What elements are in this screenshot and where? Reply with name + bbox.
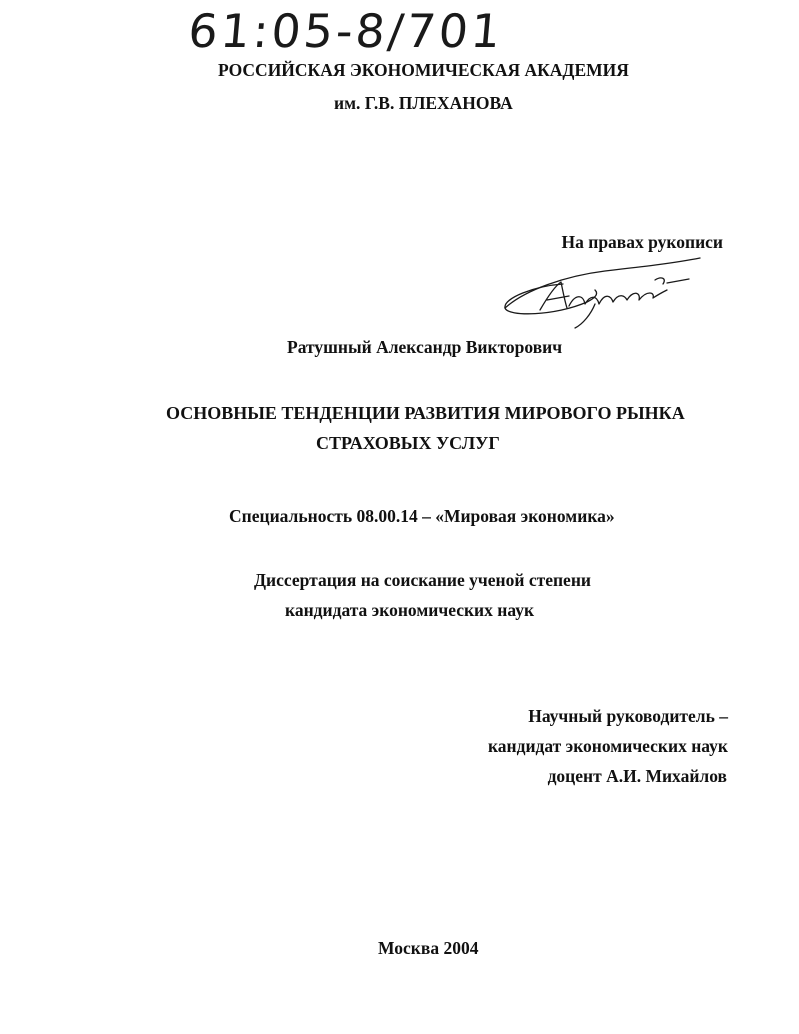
supervisor-line-3: доцент А.И. Михайлов xyxy=(547,766,727,786)
title-line-1: ОСНОВНЫЕ ТЕНДЕНЦИИ РАЗВИТИЯ МИРОВОГО РЫНКА xyxy=(166,403,685,423)
supervisor-line-2: кандидат экономических наук xyxy=(487,736,728,756)
institution-name: РОССИЙСКАЯ ЭКОНОМИЧЕСКАЯ АКАДЕМИЯ xyxy=(218,60,629,80)
manuscript-rights-note: На правах рукописи xyxy=(561,232,723,252)
title-line-2: СТРАХОВЫХ УСЛУГ xyxy=(316,433,500,453)
supervisor-line-1: Научный руководитель – xyxy=(528,706,728,726)
signature-tail xyxy=(575,304,595,328)
institution-named-after: им. Г.В. ПЛЕХАНОВА xyxy=(334,93,513,113)
author-signature xyxy=(495,250,705,335)
specialty: Специальность 08.00.14 – «Мировая экономика» xyxy=(229,506,615,526)
author-name: Ратушный Александр Викторович xyxy=(287,337,563,357)
place-and-year: Москва 2004 xyxy=(378,938,479,958)
signature-hook xyxy=(655,278,664,284)
signature-top-stroke xyxy=(505,258,700,308)
handwritten-archive-number: 61:05-8/701 xyxy=(186,4,506,58)
degree-line-2: кандидата экономических наук xyxy=(285,600,535,620)
degree-line-1: Диссертация на соискание ученой степени xyxy=(254,570,591,590)
signature-dash xyxy=(667,279,689,283)
